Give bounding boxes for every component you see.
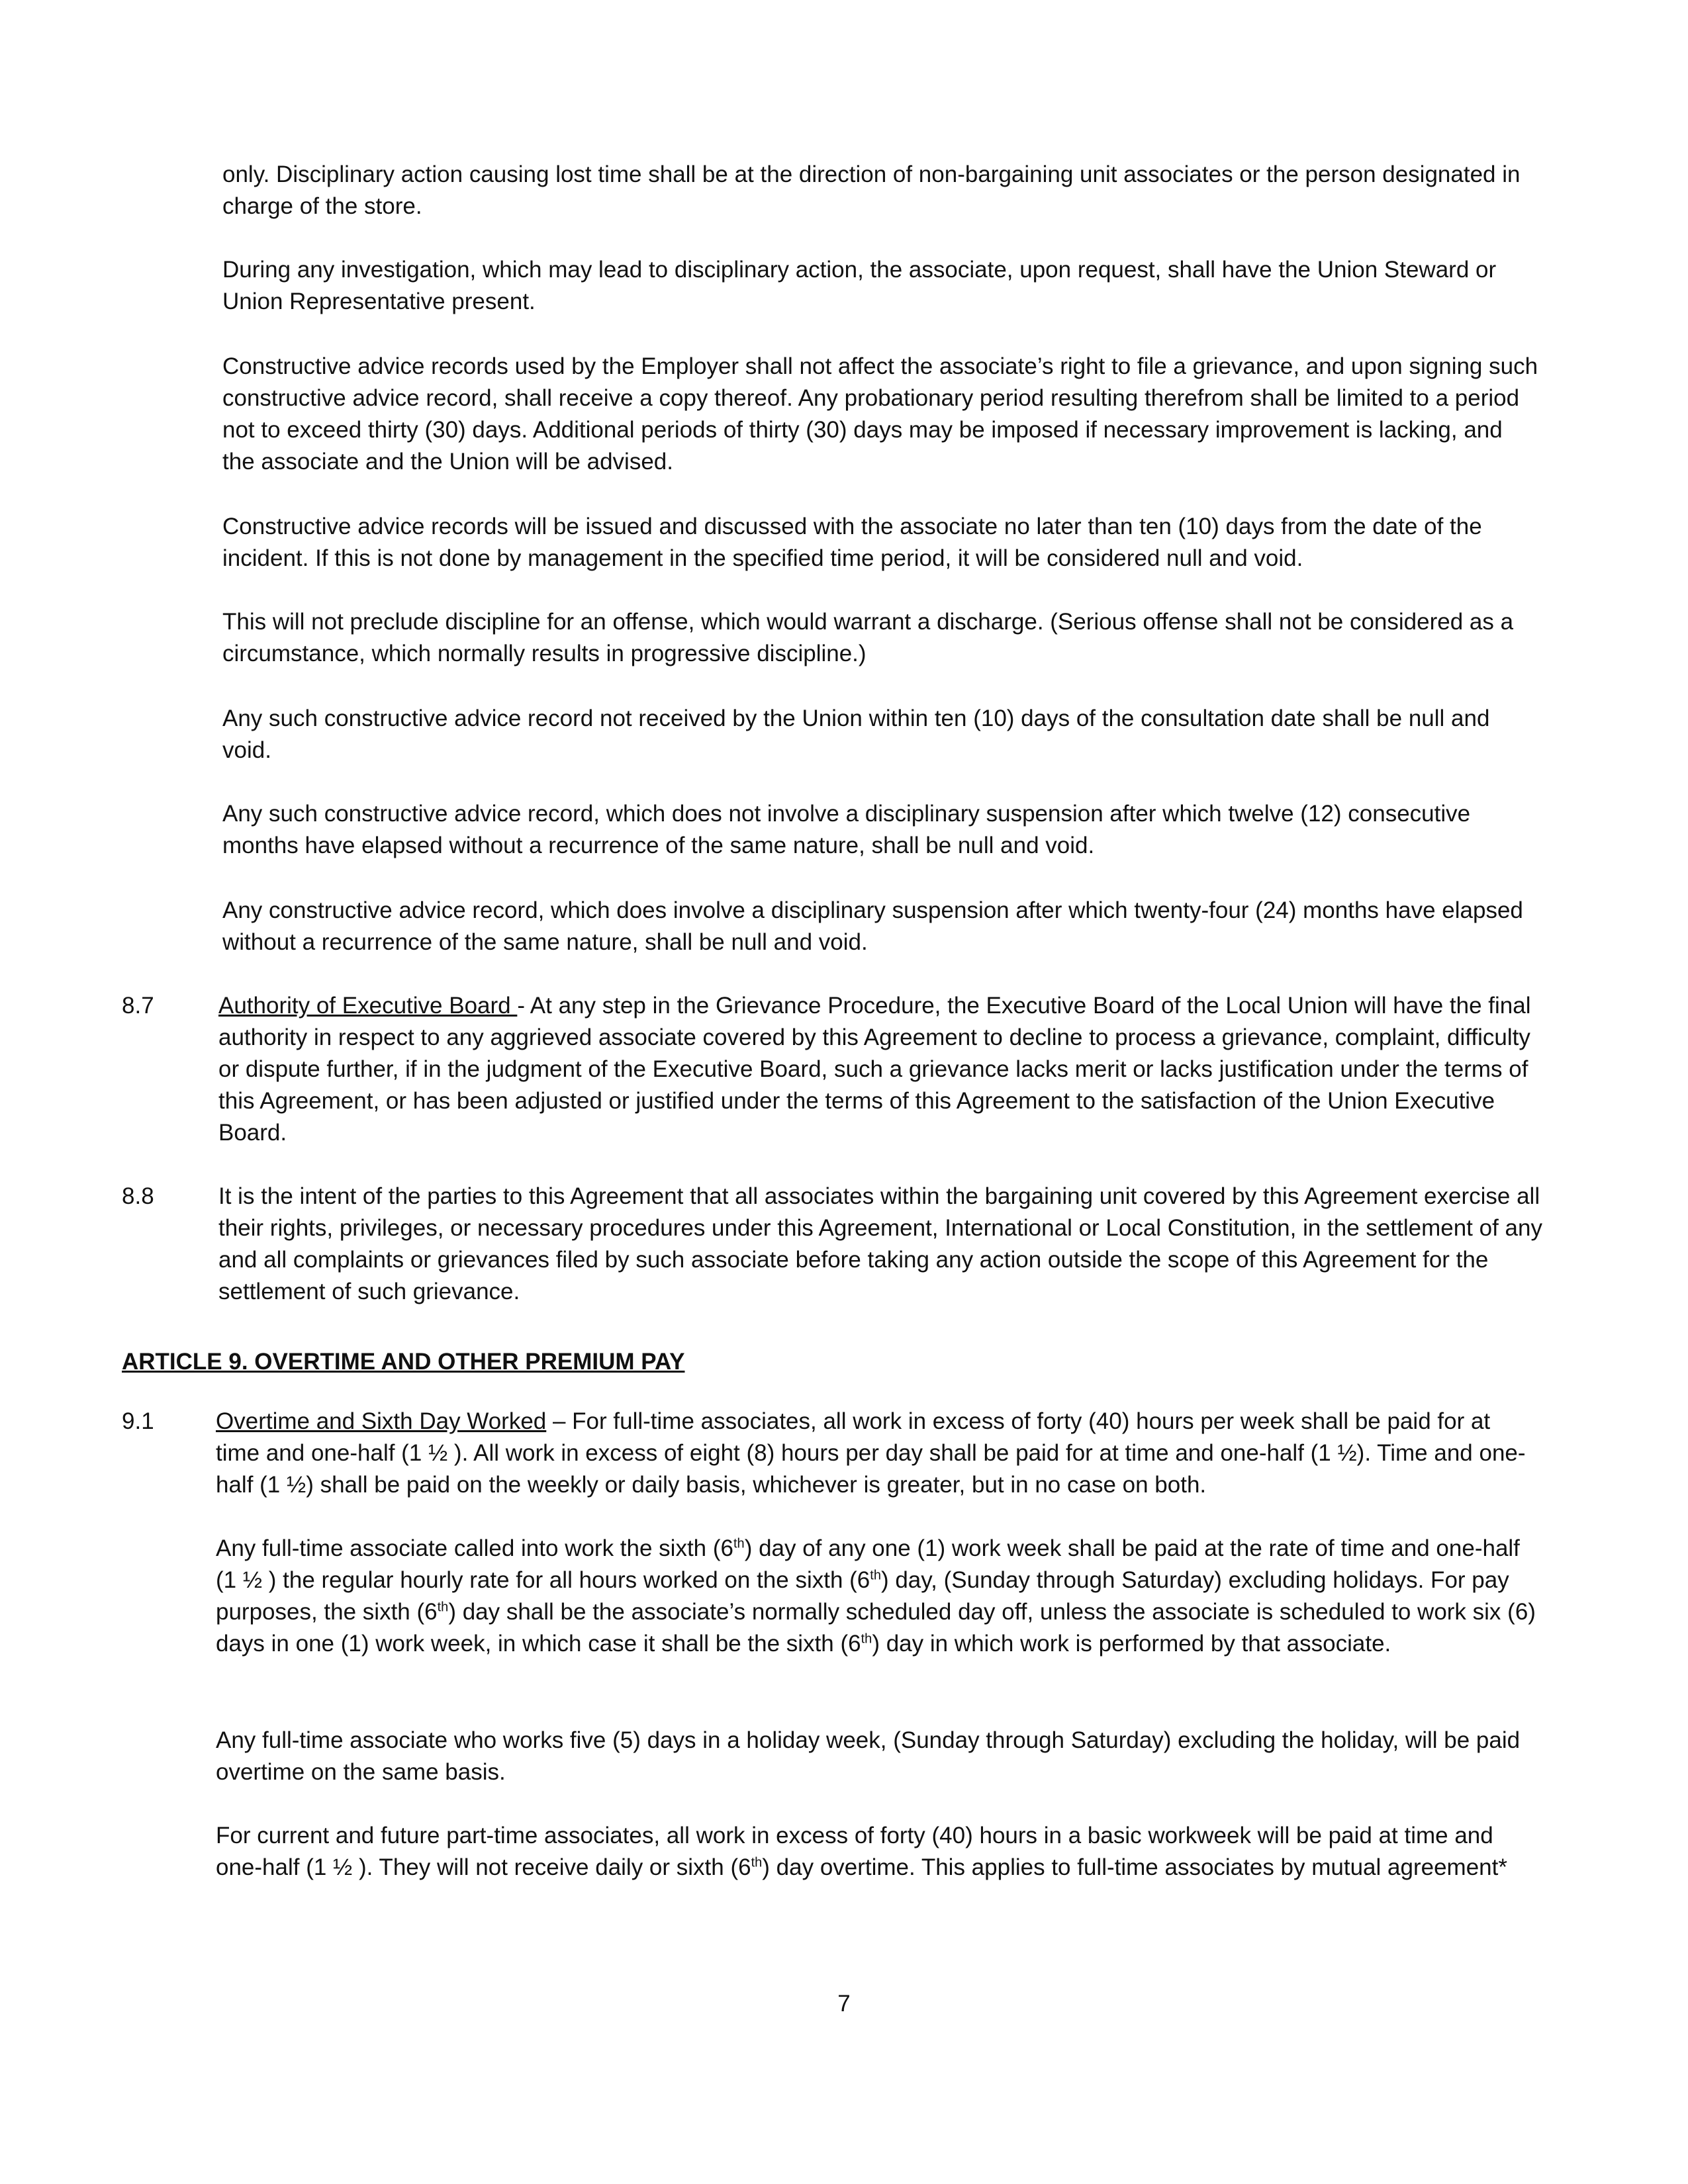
section-number: 8.7	[122, 993, 154, 1019]
paragraph-investigation: During any investigation, which may lead to disciplinary action, the associate, upon request, shall have the Union Steward or Union Representative present.	[222, 257, 1497, 314]
article-heading: ARTICLE 9. OVERTIME AND OTHER PREMIUM PAY	[122, 1349, 685, 1375]
superscript: th	[870, 1568, 881, 1583]
text-run: ) day of any one (1) work week shall be paid at the rate of time and one-half (1 ½ ) the regular hourly rate for all hours worked on the sixth (6	[216, 1535, 1520, 1593]
superscript: th	[437, 1600, 449, 1615]
section-title: Overtime and Sixth Day Worked	[216, 1408, 547, 1434]
superscript: th	[733, 1536, 745, 1551]
superscript: th	[751, 1855, 763, 1870]
paragraph-constructive-advice-records: Constructive advice records used by the Employer shall not affect the associate’s right to file a grievance, and upon signing such constructive advice record, shall receive a copy thereof. Any probationary period resulting therefrom shall be limited to a period not to exceed thirty (30) days. Additional periods of thirty (30) days may be imposed if necessary improvement is lacking, and the associate and the Union will be advised.	[222, 353, 1538, 475]
paragraph-holiday-week: Any full-time associate who works five (5) days in a holiday week, (Sunday through Saturday) excluding the holiday, will be paid overtime on the same basis.	[216, 1727, 1521, 1785]
section-text: – For full-time associates, all work in excess of forty (40) hours per week shall be paid for at time and one-half (1 ½ ). All work in excess of eight (8) hours per day shall be paid for at time and one-half (1 ½). Time and one-half (1 ½) shall be paid on the weekly or daily basis, whichever is greater, but in no case on both.	[216, 1408, 1526, 1498]
paragraph-sixth-day	[216, 1533, 1540, 1660]
paragraph-part-time	[216, 1820, 1540, 1884]
text-run: ) day overtime. This applies to full-time associates by mutual agreement*	[762, 1854, 1507, 1880]
paragraph-twelve-months: Any such constructive advice record, which does not involve a disciplinary suspension after which twelve (12) consecutive months have elapsed without a recurrence of the same nature, shall be null and void.	[222, 801, 1471, 858]
section-body	[216, 1406, 1540, 1501]
section-number: 9.1	[122, 1408, 154, 1434]
paragraph-issued-discussed: Constructive advice records will be issued and discussed with the associate no later than ten (10) days from the date of the incident. If this is not done by management in the specified time period, it will be considered null and void.	[222, 514, 1482, 571]
section-body	[218, 990, 1542, 1149]
section-number: 8.8	[122, 1183, 154, 1209]
section-title: Authority of Executive Board	[218, 993, 518, 1019]
paragraph-twenty-four-months: Any constructive advice record, which does involve a disciplinary suspension after which twenty-four (24) months have elapsed without a recurrence of the same nature, shall be null and void.	[222, 897, 1523, 955]
superscript: th	[861, 1631, 872, 1647]
page-number: 7	[837, 1991, 851, 2017]
paragraph-not-received-by-union: Any such constructive advice record not received by the Union within ten (10) days of the consultation date shall be null and void.	[222, 705, 1490, 763]
text-run: ) day shall be the associate’s normally scheduled day off, unless the associate is scheduled to work six (6) days in one (1) work week, in which case it shall be the sixth (6	[216, 1599, 1536, 1657]
text-run: ) day in which work is performed by that associate.	[872, 1631, 1391, 1657]
text-run: For current and future part-time associates, all work in excess of forty (40) hours in a basic workweek will be paid at time and one-half (1 ½ ). They will not receive daily or sixth (6	[216, 1823, 1493, 1880]
section-text: - At any step in the Grievance Procedure, the Executive Board of the Local Union will have the final authority in respect to any aggrieved associate covered by this Agreement to decline to process a grievance, complaint, difficulty or dispute further, if in the judgment of the Executive Board, such a grievance lacks merit or lacks justification under the terms of this Agreement, or has been adjusted or justified under the terms of this Agreement to the satisfaction of the Union Executive Board.	[218, 993, 1531, 1146]
section-text: It is the intent of the parties to this Agreement that all associates within the bargaining unit covered by this Agreement exercise all their rights, privileges, or necessary procedures under this Agreement, International or Local Constitution, in the settlement of any and all complaints or grievances filed by such associate before taking any action outside the scope of this Agreement for the settlement of such grievance.	[218, 1183, 1542, 1304]
text-run: Any full-time associate called into work the sixth (6	[216, 1535, 733, 1561]
paragraph-disciplinary-lost-time: only. Disciplinary action causing lost time shall be at the direction of non-bargaining unit associates or the person designated in charge of the store.	[222, 161, 1521, 219]
text-run: ) day, (Sunday through Saturday) excluding holidays. For pay purposes, the sixth (6	[216, 1567, 1509, 1625]
paragraph-not-preclude-discipline: This will not preclude discipline for an offense, which would warrant a discharge. (Serious offense shall not be considered as a circumstance, which normally results in progressive discipline.)	[222, 609, 1514, 666]
